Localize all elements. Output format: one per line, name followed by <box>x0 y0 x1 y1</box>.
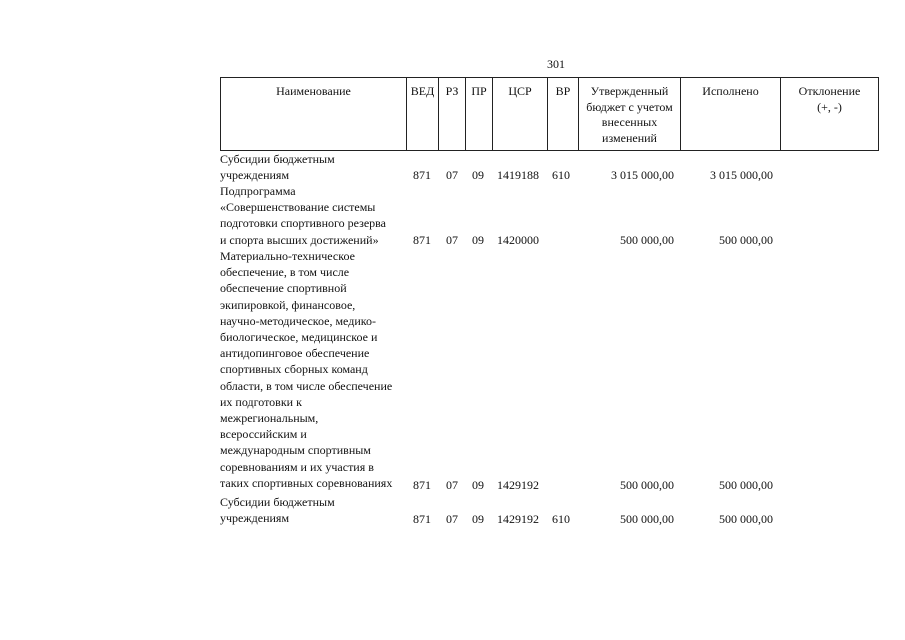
row-approved: 500 000,00 <box>620 512 674 526</box>
row-name: Материально-техническое обеспечение, в том числе обеспечение спортивной экипировкой, финансовое, научно-методическое, медико- биологическое, медицинское и антидопинговое обеспечение спортивных сборных команд области, в том числе обеспечение их подготовки к межрегиональным, всероссийским и международным спортивным соревнованиям и их участия в таких спортивных соревнованиях <box>220 249 393 490</box>
row-approved: 500 000,00 <box>620 233 674 247</box>
row-pr: 09 <box>472 512 484 526</box>
header-ved: ВЕД <box>406 77 438 151</box>
row-ved: 871 <box>413 168 431 182</box>
row-rz: 07 <box>446 233 458 247</box>
header-csr: ЦСР <box>492 77 547 151</box>
header-rz: РЗ <box>438 77 465 151</box>
header-executed: Исполнено <box>680 77 780 151</box>
header-vr: ВР <box>547 77 578 151</box>
row-executed: 3 015 000,00 <box>710 168 773 182</box>
row-csr: 1420000 <box>497 233 539 247</box>
row-rz: 07 <box>446 512 458 526</box>
row-rz: 07 <box>446 168 458 182</box>
row-csr: 1429192 <box>497 512 539 526</box>
header-name: Наименование <box>220 77 406 151</box>
page-number: 301 <box>547 57 565 71</box>
row-executed: 500 000,00 <box>719 233 773 247</box>
row-name: Подпрограмма «Совершенствование системы подготовки спортивного резерва и спорта высших достижений» <box>220 184 386 247</box>
row-ved: 871 <box>413 478 431 492</box>
row-approved: 3 015 000,00 <box>611 168 674 182</box>
header-pr: ПР <box>465 77 492 151</box>
row-executed: 500 000,00 <box>719 512 773 526</box>
row-name: Субсидии бюджетным учреждениям <box>220 152 335 183</box>
row-rz: 07 <box>446 478 458 492</box>
row-pr: 09 <box>472 233 484 247</box>
header-approved: Утвержденный бюджет с учетом внесенных изменений <box>578 77 680 151</box>
row-executed: 500 000,00 <box>719 478 773 492</box>
row-csr: 1429192 <box>497 478 539 492</box>
row-ved: 871 <box>413 512 431 526</box>
row-approved: 500 000,00 <box>620 478 674 492</box>
row-pr: 09 <box>472 478 484 492</box>
row-csr: 1419188 <box>497 168 539 182</box>
row-ved: 871 <box>413 233 431 247</box>
row-vr: 610 <box>552 168 570 182</box>
row-vr: 610 <box>552 512 570 526</box>
row-pr: 09 <box>472 168 484 182</box>
header-deviation: Отклонение (+, -) <box>780 77 879 151</box>
row-name: Субсидии бюджетным учреждениям <box>220 495 335 526</box>
